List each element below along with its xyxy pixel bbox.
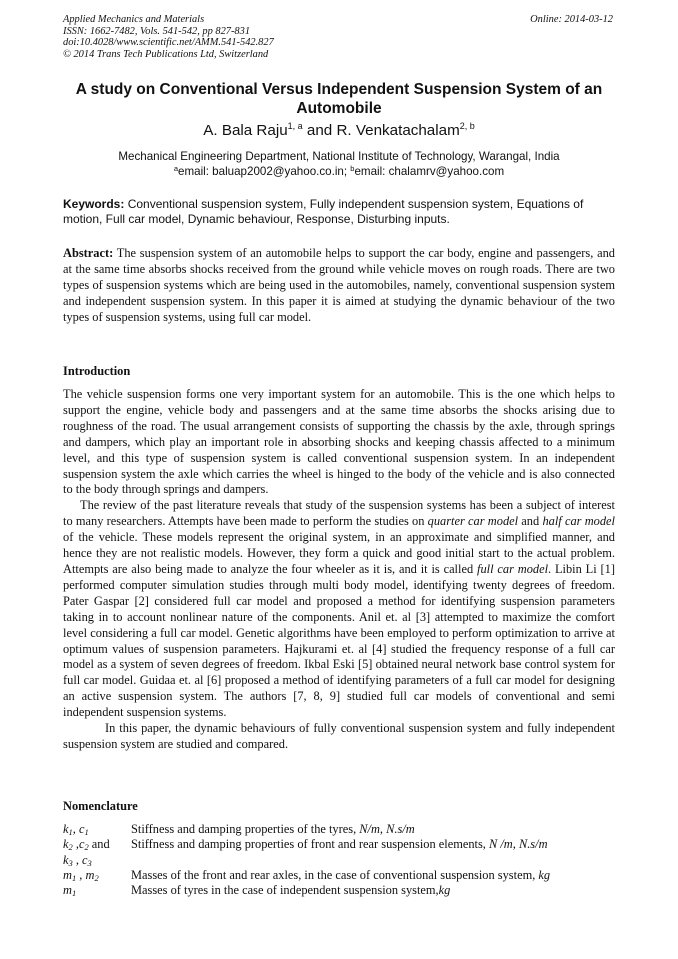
intro-paragraph-2 xyxy=(63,498,615,721)
nomenclature-heading: Nomenclature xyxy=(63,799,138,813)
institution: Mechanical Engineering Department, National Institute of Technology, Warangal, India xyxy=(118,150,560,163)
keywords-label: Keywords: xyxy=(63,197,125,211)
copyright-line: © 2014 Trans Tech Publications Ltd, Switzerland xyxy=(63,48,269,60)
nomenclature-description: Stiffness and damping properties of the tyres, N/m, N.s/m xyxy=(131,822,415,836)
paper-title: A study on Conventional Versus Independent Suspension System of an Automobile xyxy=(75,81,603,117)
email-a-marker: a xyxy=(173,164,179,173)
nomenclature-symbol: $k_1$, $c_1$ xyxy=(63,822,89,837)
p2-text-b: and xyxy=(518,514,543,529)
abstract xyxy=(63,246,615,326)
nomenclature-row xyxy=(63,853,623,868)
introduction-heading: Introduction xyxy=(63,364,131,378)
author-1-affil: 1, a xyxy=(287,121,303,131)
p2-text-a: The review of the past literature reveals that study of the suspension systems has been a subject of interest to many researchers. Attempts have been made to perform the studies on xyxy=(63,498,615,529)
nomenclature-row xyxy=(63,837,623,852)
nomenclature-symbol: $k_3$ , $c_3$ xyxy=(63,852,92,868)
email-a: email: baluap2002@yahoo.co.in; xyxy=(178,165,351,178)
nomenclature-description xyxy=(131,853,623,868)
half-car-model: half car model xyxy=(542,514,615,529)
nomenclature-row xyxy=(63,868,623,883)
p2-text-c: of the vehicle. These models represent the original system, in an approximate and simplified manner, and hence they are not realistic models. However, they form a quick and good initial start to the actual problem. Attempts are also being made to analyze the four wheeler as it is, and it is called xyxy=(63,530,615,576)
nomenclature-symbol: $m_1$ , $m_2$ xyxy=(63,867,99,883)
journal-header xyxy=(63,14,274,60)
nomenclature-description: Masses of the front and rear axles, in the case of conventional suspension system, kg xyxy=(131,867,551,882)
quarter-car-model: quarter car model xyxy=(427,514,519,529)
online-date: Online: 2014-03-12 xyxy=(530,14,613,25)
nomenclature-row xyxy=(63,883,623,898)
keywords xyxy=(63,197,615,227)
author-2: R. Venkatachalam xyxy=(336,122,460,139)
introduction-body xyxy=(63,387,615,753)
author-and: and xyxy=(302,122,337,139)
email-b-marker: b xyxy=(350,164,355,173)
keywords-text: Conventional suspension system, Fully independent suspension system, Equations of motion, Full car model, Dynamic behaviour, Response, Disturbing inputs. xyxy=(63,197,584,226)
nomenclature-list xyxy=(63,822,623,898)
p2-text-d: . Libin Li [1] performed computer simulation studies through multi body model, identifying twenty degrees of freedom. Pater Gaspar [2] considered full car model and proposed a method for identifying suspension parameters taking in to account nonlinear nature of the components. Anil et. al [3] attempted to maximize the comfort level considering a full car model. Genetic algorithms have been employed to perform optimization to arrive at optimum values of suspension parameters. Hajkurami et. al [4] studied the frequency response of a full car model as a system of seven degrees of freedom. Ikbal Eski [5] obtained neural network base control system for full car model. Guidaa et. al [6] proposed a method of identifying parameters of a full car model for designing an active suspension system. The authors [7, 8, 9] studied full car models of conventional and semi independent suspension systems. xyxy=(63,561,615,720)
intro-paragraph-3: In this paper, the dynamic behaviours of fully conventional suspension system and fully independent suspension system are studied and compared. xyxy=(63,721,615,751)
author-line xyxy=(40,122,638,140)
intro-paragraph-1: The vehicle suspension forms one very important system for an automobile. This is the one which helps to support the engine, vehicle body and passengers and at the same time absorbs the shocks arising due to roughness of the road. The usual arrangement consists of supporting the chassis by the axle, through springs and dampers, which play an important role in absorbing shocks and keeping chassis affected to a minimum level, and this type of suspension system is called conventional suspension system. In an independent suspension system the axle which carries the wheel is hinged to the body of the vehicle and is also connected to the body through springs and dampers. xyxy=(63,387,615,497)
email-b: email: chalamrv@yahoo.com xyxy=(354,165,505,178)
affiliation xyxy=(40,149,638,179)
nomenclature-symbol: $m_1$ xyxy=(63,883,77,899)
full-car-model: full car model xyxy=(477,561,549,576)
nomenclature-description: Stiffness and damping properties of front and rear suspension elements, N /m, N.s/m xyxy=(131,837,548,852)
nomenclature-row xyxy=(63,822,623,837)
doi-line: doi:10.4028/www.scientific.net/AMM.541-542.827 xyxy=(63,37,274,49)
nomenclature-symbol: $k_2$ $,c_2$ and xyxy=(63,837,110,853)
nomenclature-description: Masses of tyres in the case of independent suspension system,kg xyxy=(131,883,451,898)
abstract-label: Abstract: xyxy=(63,246,114,260)
author-2-affil: 2, b xyxy=(459,121,475,131)
issn-line: ISSN: 1662-7482, Vols. 541-542, pp 827-831 xyxy=(63,25,251,37)
author-1: A. Bala Raju xyxy=(203,122,288,139)
abstract-text: The suspension system of an automobile helps to support the car body, engine and passengers, and at the same time absorbs shocks received from the ground while vehicle moves on rough roads. There are two types of suspension systems which are being used in the automobiles, namely, conventional suspension system and independent suspension system. In this paper it is aimed at studying the dynamic behaviour of the two types of suspension systems, using full car model. xyxy=(63,246,615,324)
journal-name: Applied Mechanics and Materials xyxy=(63,14,205,25)
emails xyxy=(40,164,638,179)
